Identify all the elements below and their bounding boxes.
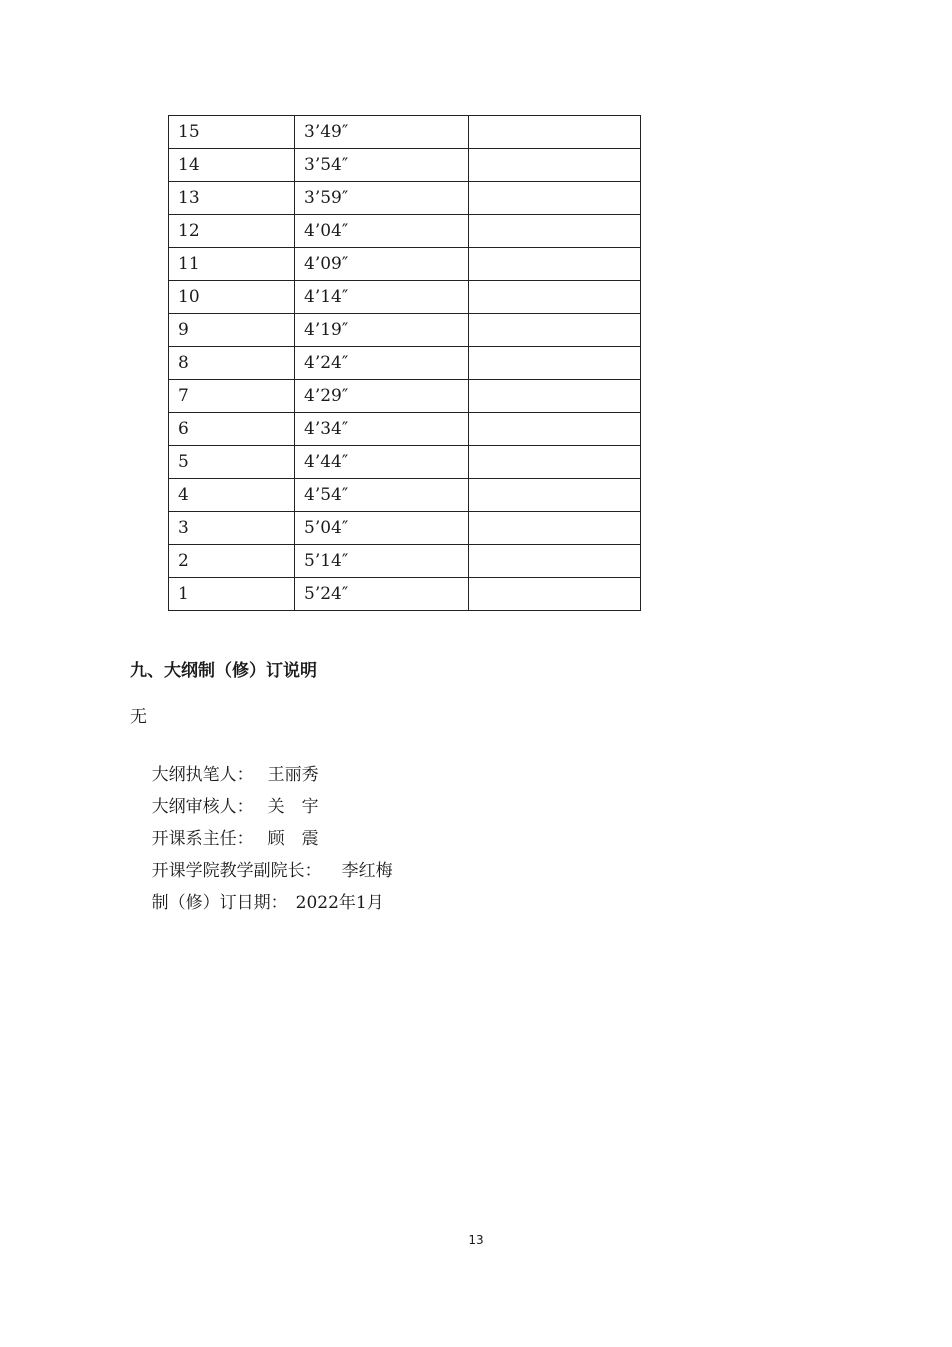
- note-cell: [469, 479, 641, 512]
- score-cell: 5: [169, 446, 295, 479]
- department-head-value: 顾 震: [267, 829, 319, 849]
- table-row: [169, 215, 641, 248]
- vice-dean-value: 李红梅: [341, 861, 393, 881]
- table-row: [169, 446, 641, 479]
- note-cell: [469, 545, 641, 578]
- note-cell: [469, 347, 641, 380]
- table-row: [169, 512, 641, 545]
- syllabus-writer-line: [130, 736, 393, 785]
- time-cell: 5’14″: [295, 545, 469, 578]
- note-cell: [469, 578, 641, 611]
- score-cell: 13: [169, 182, 295, 215]
- score-cell: 4: [169, 479, 295, 512]
- score-table-body: [169, 116, 641, 611]
- syllabus-reviewer-value: 关 宇: [267, 797, 319, 817]
- revision-date-label: 制（修）订日期：: [151, 893, 288, 913]
- syllabus-reviewer-label: 大纲审核人：: [151, 797, 254, 817]
- table-row: [169, 281, 641, 314]
- time-cell: 4’29″: [295, 380, 469, 413]
- syllabus-writer-label: 大纲执笔人：: [151, 765, 254, 785]
- score-cell: 11: [169, 248, 295, 281]
- department-head-label: 开课系主任：: [151, 829, 254, 849]
- time-cell: 3’54″: [295, 149, 469, 182]
- note-cell: [469, 281, 641, 314]
- time-cell: 4’04″: [295, 215, 469, 248]
- table-row: [169, 116, 641, 149]
- vice-dean-label: 开课学院教学副院长：: [151, 861, 322, 881]
- page-number: 13: [468, 1233, 484, 1247]
- score-cell: 12: [169, 215, 295, 248]
- revision-date-value: 2022年1月: [295, 893, 384, 913]
- note-cell: [469, 413, 641, 446]
- note-cell: [469, 149, 641, 182]
- time-cell: 4’34″: [295, 413, 469, 446]
- score-cell: 14: [169, 149, 295, 182]
- score-cell: 9: [169, 314, 295, 347]
- time-cell: 4’14″: [295, 281, 469, 314]
- score-cell: 15: [169, 116, 295, 149]
- score-cell: 7: [169, 380, 295, 413]
- revision-note: 无: [130, 707, 147, 727]
- note-cell: [469, 248, 641, 281]
- table-row: [169, 380, 641, 413]
- score-cell: 6: [169, 413, 295, 446]
- score-cell: 2: [169, 545, 295, 578]
- section-heading: 九、大纲制（修）订说明: [130, 661, 317, 681]
- time-cell: 4’54″: [295, 479, 469, 512]
- score-cell: 8: [169, 347, 295, 380]
- table-row: [169, 149, 641, 182]
- table-row: [169, 413, 641, 446]
- note-cell: [469, 446, 641, 479]
- table-row: [169, 314, 641, 347]
- table-row: [169, 545, 641, 578]
- note-cell: [469, 116, 641, 149]
- score-cell: 1: [169, 578, 295, 611]
- table-row: [169, 578, 641, 611]
- score-table: [168, 115, 641, 611]
- table-row: [169, 347, 641, 380]
- table-row: [169, 479, 641, 512]
- note-cell: [469, 380, 641, 413]
- time-cell: 5’04″: [295, 512, 469, 545]
- time-cell: 5’24″: [295, 578, 469, 611]
- revision-info: [130, 704, 393, 913]
- time-cell: 4’09″: [295, 248, 469, 281]
- time-cell: 3’49″: [295, 116, 469, 149]
- score-cell: 3: [169, 512, 295, 545]
- table-row: [169, 248, 641, 281]
- time-cell: 4’44″: [295, 446, 469, 479]
- time-cell: 3’59″: [295, 182, 469, 215]
- note-cell: [469, 182, 641, 215]
- score-cell: 10: [169, 281, 295, 314]
- syllabus-writer-value: 王丽秀: [267, 765, 319, 785]
- time-cell: 4’19″: [295, 314, 469, 347]
- note-cell: [469, 512, 641, 545]
- table-row: [169, 182, 641, 215]
- note-cell: [469, 215, 641, 248]
- note-cell: [469, 314, 641, 347]
- time-cell: 4’24″: [295, 347, 469, 380]
